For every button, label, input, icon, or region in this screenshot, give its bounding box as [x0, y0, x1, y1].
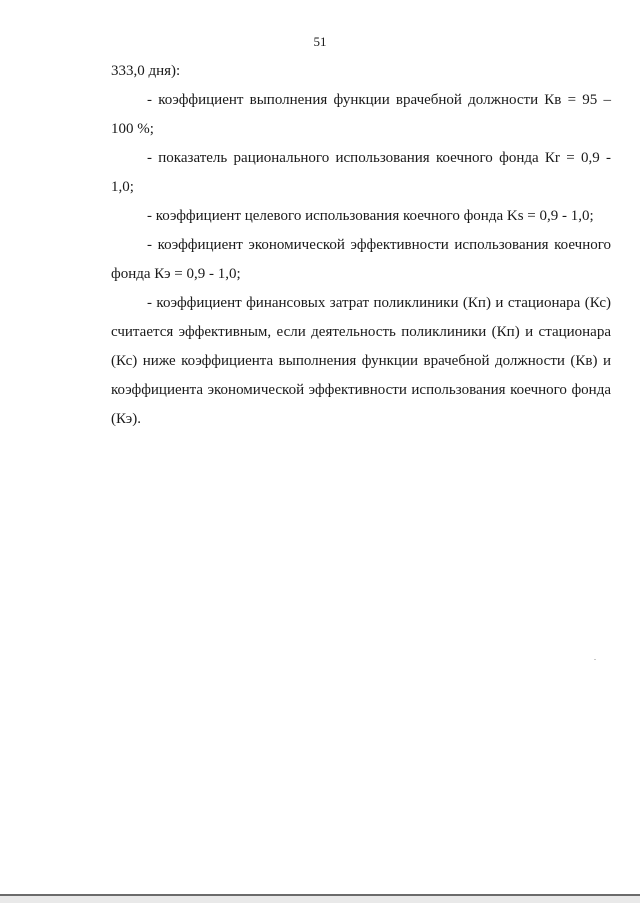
- text-line: (Кэ).: [111, 411, 141, 427]
- text-line: 1,0;: [111, 179, 134, 195]
- page-number: 51: [313, 34, 327, 49]
- text-line: - показатель рационального использования коечного фонда Кr = 0,9 -: [147, 150, 611, 166]
- text-line: - коэффициент выполнения функции врачебной должности Кв = 95 –: [147, 92, 611, 108]
- scan-bottom-margin: [0, 896, 640, 903]
- document-body: [111, 57, 611, 434]
- text-line: - коэффициент целевого использования коечного фонда Ks = 0,9 - 1,0;: [147, 208, 594, 224]
- text-line: - коэффициент экономической эффективности использования коечного: [147, 237, 611, 253]
- text-line: фонда Кэ = 0,9 - 1,0;: [111, 266, 241, 282]
- text-line: 333,0 дня):: [111, 63, 181, 79]
- text-line: (Кс) ниже коэффициента выполнения функции врачебной должности (Кв) и: [111, 353, 611, 369]
- text-line: считается эффективным, если деятельность поликлиники (Кп) и стационара: [111, 324, 611, 340]
- text-line: - коэффициент финансовых затрат поликлиники (Кп) и стационара (Кс): [147, 295, 611, 311]
- scan-speck: [594, 659, 596, 660]
- text-line: 100 %;: [111, 121, 154, 137]
- text-line: коэффициента экономической эффективности использования коечного фонда: [111, 382, 611, 398]
